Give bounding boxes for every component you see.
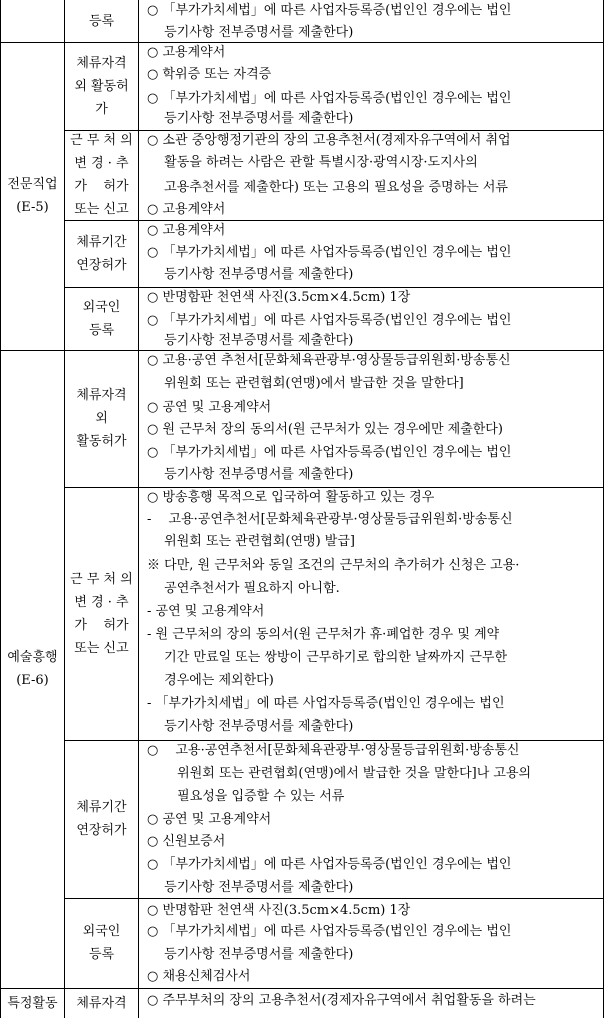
procedure-cell-line: 외 활동허 xyxy=(74,78,129,94)
procedure-cell xyxy=(65,0,138,42)
document-line: ※ 다만, 원 근무처와 동일 조건의 근무처의 추가허가 신청은 고용· xyxy=(147,558,520,573)
procedure-cell-text xyxy=(83,296,121,342)
procedure-cell xyxy=(65,350,138,487)
category-cell-line: 특정활동 xyxy=(7,995,58,1011)
procedure-cell xyxy=(65,42,138,130)
procedure-cell-text xyxy=(89,10,114,33)
procedure-cell-line: 체류기간 xyxy=(76,234,127,250)
procedure-cell xyxy=(65,220,138,287)
procedure-cell xyxy=(65,898,138,988)
document-line: - 공연 및 고용계약서 xyxy=(147,604,265,619)
document-line: ○ 고용·공연 추천서[문화체육관광부·영상물등급위원회·방송통신 xyxy=(147,353,511,368)
document-line: 활동을 하려는 사람은 관할 특별시장·광역시장·도지사의 xyxy=(147,155,478,170)
document-line: ○ 주무부처의 장의 고용추천서(경제자유구역에서 취업활동을 하려는 xyxy=(147,993,536,1008)
category-cell-line: 전문직업 xyxy=(7,177,58,192)
procedure-cell-text xyxy=(76,992,126,1015)
procedure-cell-line: 가 허가 xyxy=(74,617,129,633)
procedure-cell-line: 또는 신고 xyxy=(74,202,129,217)
procedure-cell-line: 등록 xyxy=(88,13,115,29)
document-line: ○ 「부가가치세법」에 따른 사업자등록증(법인인 경우에는 법인 xyxy=(147,857,512,872)
procedure-cell-text xyxy=(76,231,126,277)
category-cell-line: 예술흥행 xyxy=(7,650,58,665)
category-cell-text xyxy=(7,992,57,1015)
procedure-cell-line: 등록 xyxy=(88,322,115,338)
procedure-cell-text xyxy=(70,568,133,660)
document-line: 경우에는 제외한다) xyxy=(147,673,274,688)
procedure-cell-line: 근 무 처 의 xyxy=(70,133,133,148)
procedure-cell xyxy=(65,740,138,898)
procedure-cell-line: 가 xyxy=(95,101,108,117)
document-line: ○ 「부가가치세법」에 따른 사업자등록증(법인인 경우에는 법인 xyxy=(147,91,512,106)
category-cell xyxy=(1,42,64,350)
document-line: ○ 학위증 또는 자격증 xyxy=(147,67,272,82)
procedure-cell-line: 변 경 · 추 xyxy=(74,594,129,610)
category-cell xyxy=(1,988,64,1018)
procedure-cell xyxy=(65,988,138,1018)
document-line: ○ 고용계약서 xyxy=(147,45,226,60)
document-line: ○ 「부가가치세법」에 따른 사업자등록증(법인인 경우에는 법인 xyxy=(147,245,512,260)
procedure-cell-line: 체류자격 xyxy=(76,995,127,1011)
document-line: 등기사항 전부증명서를 제출한다) xyxy=(147,25,354,40)
document-line: - 고용·공연추천서[문화체육관광부·영상물등급위원회·방송통신 xyxy=(147,512,513,527)
document-line: ○ 공연 및 고용계약서 xyxy=(147,812,272,827)
category-cell-line: (E-6) xyxy=(16,673,49,688)
procedure-cell-line: 연장허가 xyxy=(76,823,127,838)
document-line: ○ 「부가가치세법」에 따른 사업자등록증(법인인 경우에는 법인 xyxy=(147,445,512,460)
document-line: ○ 고용계약서 xyxy=(147,202,226,217)
category-cell xyxy=(1,350,64,988)
procedure-cell-line: 체류자격 xyxy=(76,388,127,403)
procedure-cell-text xyxy=(76,796,126,842)
procedure-cell-line: 가 허가 xyxy=(74,179,129,194)
procedure-cell-line: 외국인 xyxy=(82,924,121,939)
procedure-cell-line: 등록 xyxy=(88,947,115,962)
document-line: ○ 소관 중앙행정기관의 장의 고용추천서(경제자유구역에서 취업 xyxy=(147,133,511,148)
procedure-cell xyxy=(65,130,138,220)
document-line: ○ 「부가가치세법」에 따른 사업자등록증(법인인 경우에는 법인 xyxy=(147,313,512,328)
document-line: 등기사항 전부증명서를 제출한다) xyxy=(147,267,354,282)
document-line: ○ 「부가가치세법」에 따른 사업자등록증(법인인 경우에는 법인 xyxy=(147,924,512,939)
document-line: 등기사항 전부증명서를 제출한다) xyxy=(147,947,354,962)
document-line: ○ 고용계약서 xyxy=(147,223,226,238)
procedure-cell-line: 연장허가 xyxy=(76,257,127,273)
document-line: ○ 원 근무처 장의 동의서(원 근무처가 있는 경우에만 제출한다) xyxy=(147,422,503,437)
document-line: ○ 반명함판 천연색 사진(3.5cm×4.5cm) 1장 xyxy=(147,903,411,918)
procedure-cell-line: 변 경 · 추 xyxy=(74,156,129,171)
document-line: 필요성을 입증할 수 있는 서류 xyxy=(147,789,345,804)
document-line: ○ 채용신체검사서 xyxy=(147,969,251,984)
procedure-cell-line: 근 무 처 의 xyxy=(70,571,133,587)
procedure-cell-line: 외 xyxy=(95,411,108,426)
document-line: ○ 방송흥행 목적으로 입국하여 활동하고 있는 경우 xyxy=(147,490,435,505)
procedure-cell-text xyxy=(70,129,133,221)
procedure-cell-text xyxy=(74,52,128,121)
procedure-cell-line: 활동허가 xyxy=(76,434,127,449)
document-line: ○ 「부가가치세법」에 따른 사업자등록증(법인인 경우에는 법인 xyxy=(147,3,512,18)
document-line: 공연추천서가 필요하지 아니함. xyxy=(147,581,340,596)
document-line: 등기사항 전부증명서를 제출한다) xyxy=(147,111,354,126)
document-line: - 「부가가치세법」에 따른 사업자등록증(법인인 경우에는 법인 xyxy=(147,696,505,711)
document-line: 등기사항 전부증명서를 제출한다) xyxy=(147,880,354,895)
category-cell-text xyxy=(7,173,57,219)
procedure-cell-line: 또는 신고 xyxy=(74,640,129,656)
document-line: 위원회 또는 관련협회(연맹)에서 발급한 것을 말한다]나 고용의 xyxy=(147,766,532,781)
procedure-cell xyxy=(65,287,138,350)
procedure-cell-text xyxy=(83,920,121,966)
procedure-cell-line: 체류자격 xyxy=(76,55,127,71)
category-cell-line: (E-5) xyxy=(16,200,49,215)
document-line: ○ 고용·공연추천서[문화체육관광부·영상물등급위원회·방송통신 xyxy=(147,743,520,758)
procedure-cell-text xyxy=(76,384,126,453)
procedure-cell-line: 외국인 xyxy=(82,299,121,315)
procedure-cell-line: 체류기간 xyxy=(76,800,127,815)
document-line: ○ 신원보증서 xyxy=(147,834,226,849)
document-line: 등기사항 전부증명서를 제출한다) xyxy=(147,333,354,348)
document-line: 고용추천서를 제출한다) 또는 고용의 필요성을 증명하는 서류 xyxy=(147,180,508,195)
document-line: - 원 근무처의 장의 동의서(원 근무처가 휴·폐업한 경우 및 계약 xyxy=(147,627,500,642)
column-border xyxy=(138,0,139,1018)
document-line: 등기사항 전부증명서를 제출한다) xyxy=(147,719,354,734)
document-line: 등기사항 전부증명서를 제출한다) xyxy=(147,467,354,482)
document-line: 위원회 또는 관련협회(연맹) 발급] xyxy=(147,534,355,549)
document-line: 기간 만료일 또는 쌍방이 근무하기로 합의한 날짜까지 근무한 xyxy=(147,650,508,665)
procedure-cell xyxy=(65,487,138,740)
document-line: 위원회 또는 관련협회(연맹)에서 발급한 것을 말한다] xyxy=(147,376,464,391)
category-cell-text xyxy=(7,646,57,692)
document-line: ○ 반명함판 천연색 사진(3.5cm×4.5cm) 1장 xyxy=(147,290,411,305)
document-line: ○ 공연 및 고용계약서 xyxy=(147,400,272,415)
row-border xyxy=(64,988,603,989)
